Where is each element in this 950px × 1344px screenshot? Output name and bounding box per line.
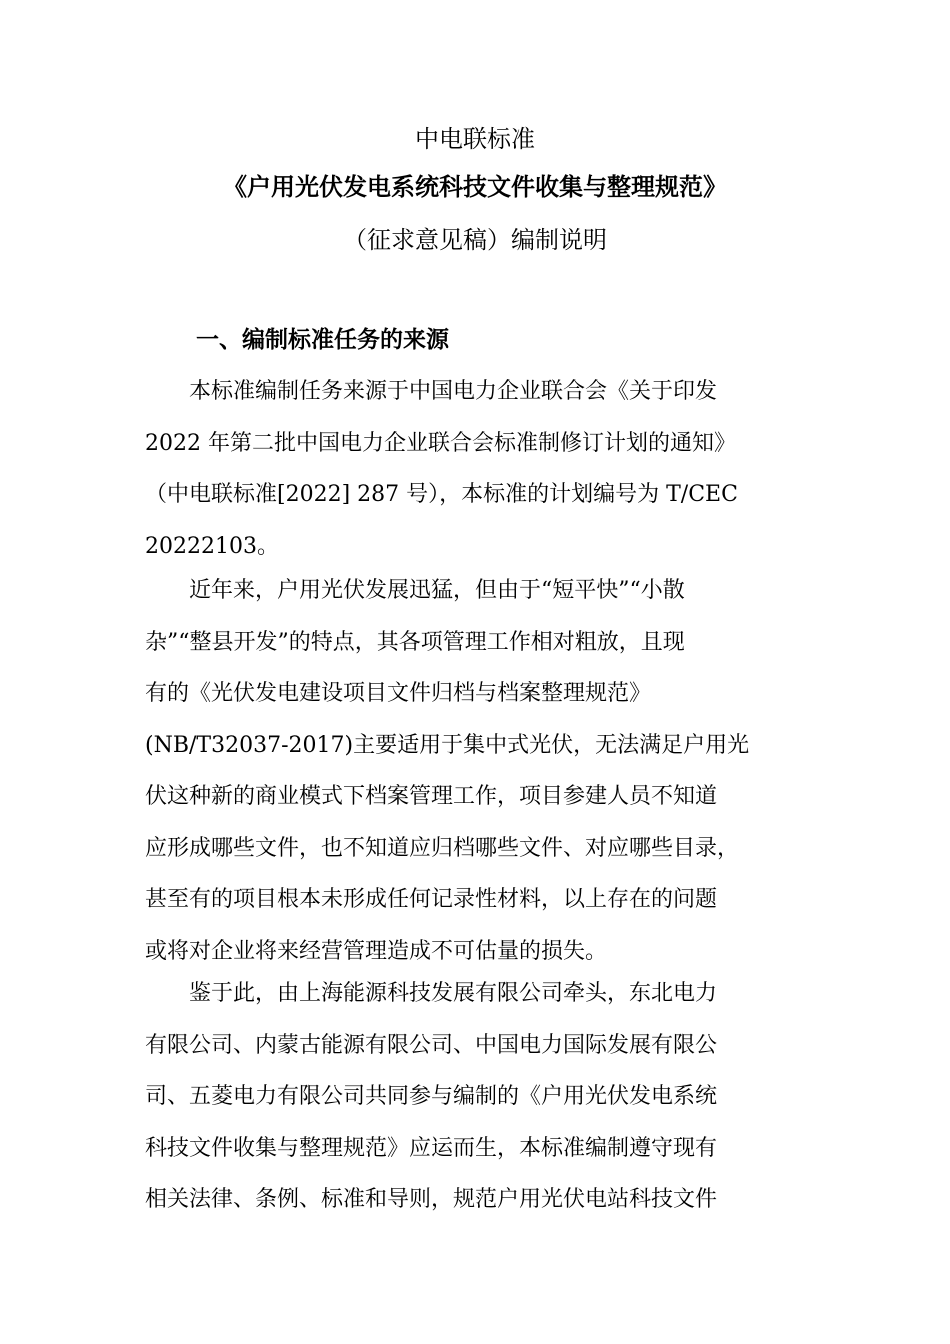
text-line: 本标准编制任务来源于中国电力企业联合会《关于印发 [189,379,718,404]
text-line: 应形成哪些文件，也不知道应归档哪些文件、对应哪些目录， [145,835,740,861]
text-line: 杂”“整县开发”的特点，其各项管理工作相对粗放，且现 [145,629,685,655]
text-line: 科技文件收集与整理规范》应运而生，本标准编制遵守现有 [145,1135,718,1161]
text-line: 20222103。 [145,533,279,559]
text-line: 相关法律、条例、标准和导则，规范户用光伏电站科技文件 [145,1187,718,1212]
text-line: 甚至有的项目根本未形成任何记录性材料，以上存在的问题 [145,887,718,912]
document-subtitle: （征求意见稿）编制说明 [343,226,607,254]
text-line: 有的《光伏发电建设项目文件归档与档案整理规范》 [145,681,652,706]
text-line: （中电联标准[2022] 287 号），本标准的计划编号为 T/CEC [145,482,738,507]
text-line: 近年来，户用光伏发展迅猛，但由于“短平快”“小散 [189,578,685,603]
text-line: 伏这种新的商业模式下档案管理工作，项目参建人员不知道 [145,784,718,809]
text-line: 或将对企业将来经营管理造成不可估量的损失。 [145,938,608,964]
text-line: 2022 年第二批中国电力企业联合会标准制修订计划的通知》 [145,430,736,456]
standard-name-title: 《户用光伏发电系统科技文件收集与整理规范》 [223,173,727,201]
text-line: 有限公司、内蒙古能源有限公司、中国电力国际发展有限公 [145,1032,718,1058]
standard-org-title: 中电联标准 [415,125,535,153]
paragraph-background [145,565,810,977]
text-line: (NB/T32037-2017)主要适用于集中式光伏，无法满足户用光 [145,732,750,758]
text-line: 鉴于此，由上海能源科技发展有限公司牵头，东北电力 [189,981,718,1006]
section-heading: 一、编制标准任务的来源 [196,327,449,353]
paragraph-drafting-units [145,968,810,1226]
paragraph-task-source [145,366,810,572]
text-line: 司、五菱电力有限公司共同参与编制的《户用光伏发电系统 [145,1084,718,1109]
